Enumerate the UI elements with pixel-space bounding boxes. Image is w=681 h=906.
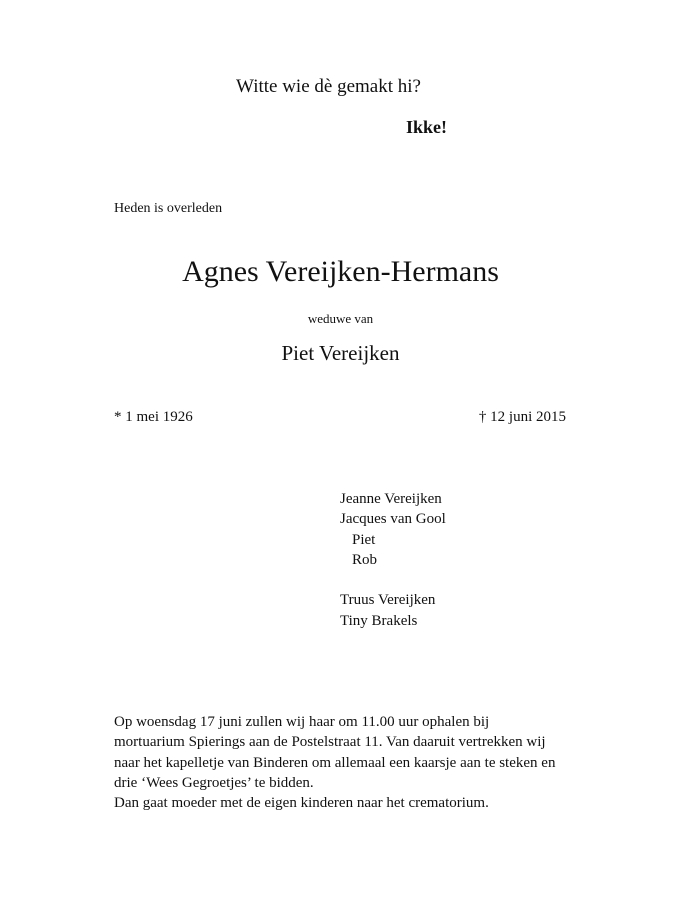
service-paragraph <box>114 712 574 813</box>
service-line: mortuarium Spierings aan de Postelstraat 11. Van daaruit vertrekken wij <box>114 734 546 751</box>
death-date: † 12 juni 2015 <box>478 409 566 425</box>
family-member: Tiny Brakels <box>340 612 418 629</box>
family-member: Rob <box>352 551 378 568</box>
spouse-name: Piet Vereijken <box>281 341 400 365</box>
family-member: Jacques van Gool <box>340 511 446 528</box>
family-member: Piet <box>352 531 376 548</box>
service-line: naar het kapelletje van Binderen om allemaal een kaarsje aan te steken en <box>114 754 556 771</box>
deceased-name: Agnes Vereijken-Hermans <box>182 255 499 288</box>
family-member: Jeanne Vereijken <box>340 491 442 507</box>
family-spacer <box>340 570 446 590</box>
family-member: Truus Vereijken <box>340 592 436 609</box>
service-line: drie ‘Wees Gegroetjes’ te bidden. <box>114 774 314 791</box>
quote-question: Witte wie dè gemakt hi? <box>236 76 421 97</box>
service-line: Dan gaat moeder met de eigen kinderen naar het crematorium. <box>114 795 489 812</box>
birth-date: * 1 mei 1926 <box>114 409 193 425</box>
service-line: Op woensdag 17 juni zullen wij haar om 11.00 uur ophalen bij <box>114 714 490 730</box>
relation-text: weduwe van <box>307 311 374 326</box>
family-list <box>340 489 446 631</box>
intro-text: Heden is overleden <box>114 201 223 216</box>
quote-answer: Ikke! <box>406 117 448 137</box>
